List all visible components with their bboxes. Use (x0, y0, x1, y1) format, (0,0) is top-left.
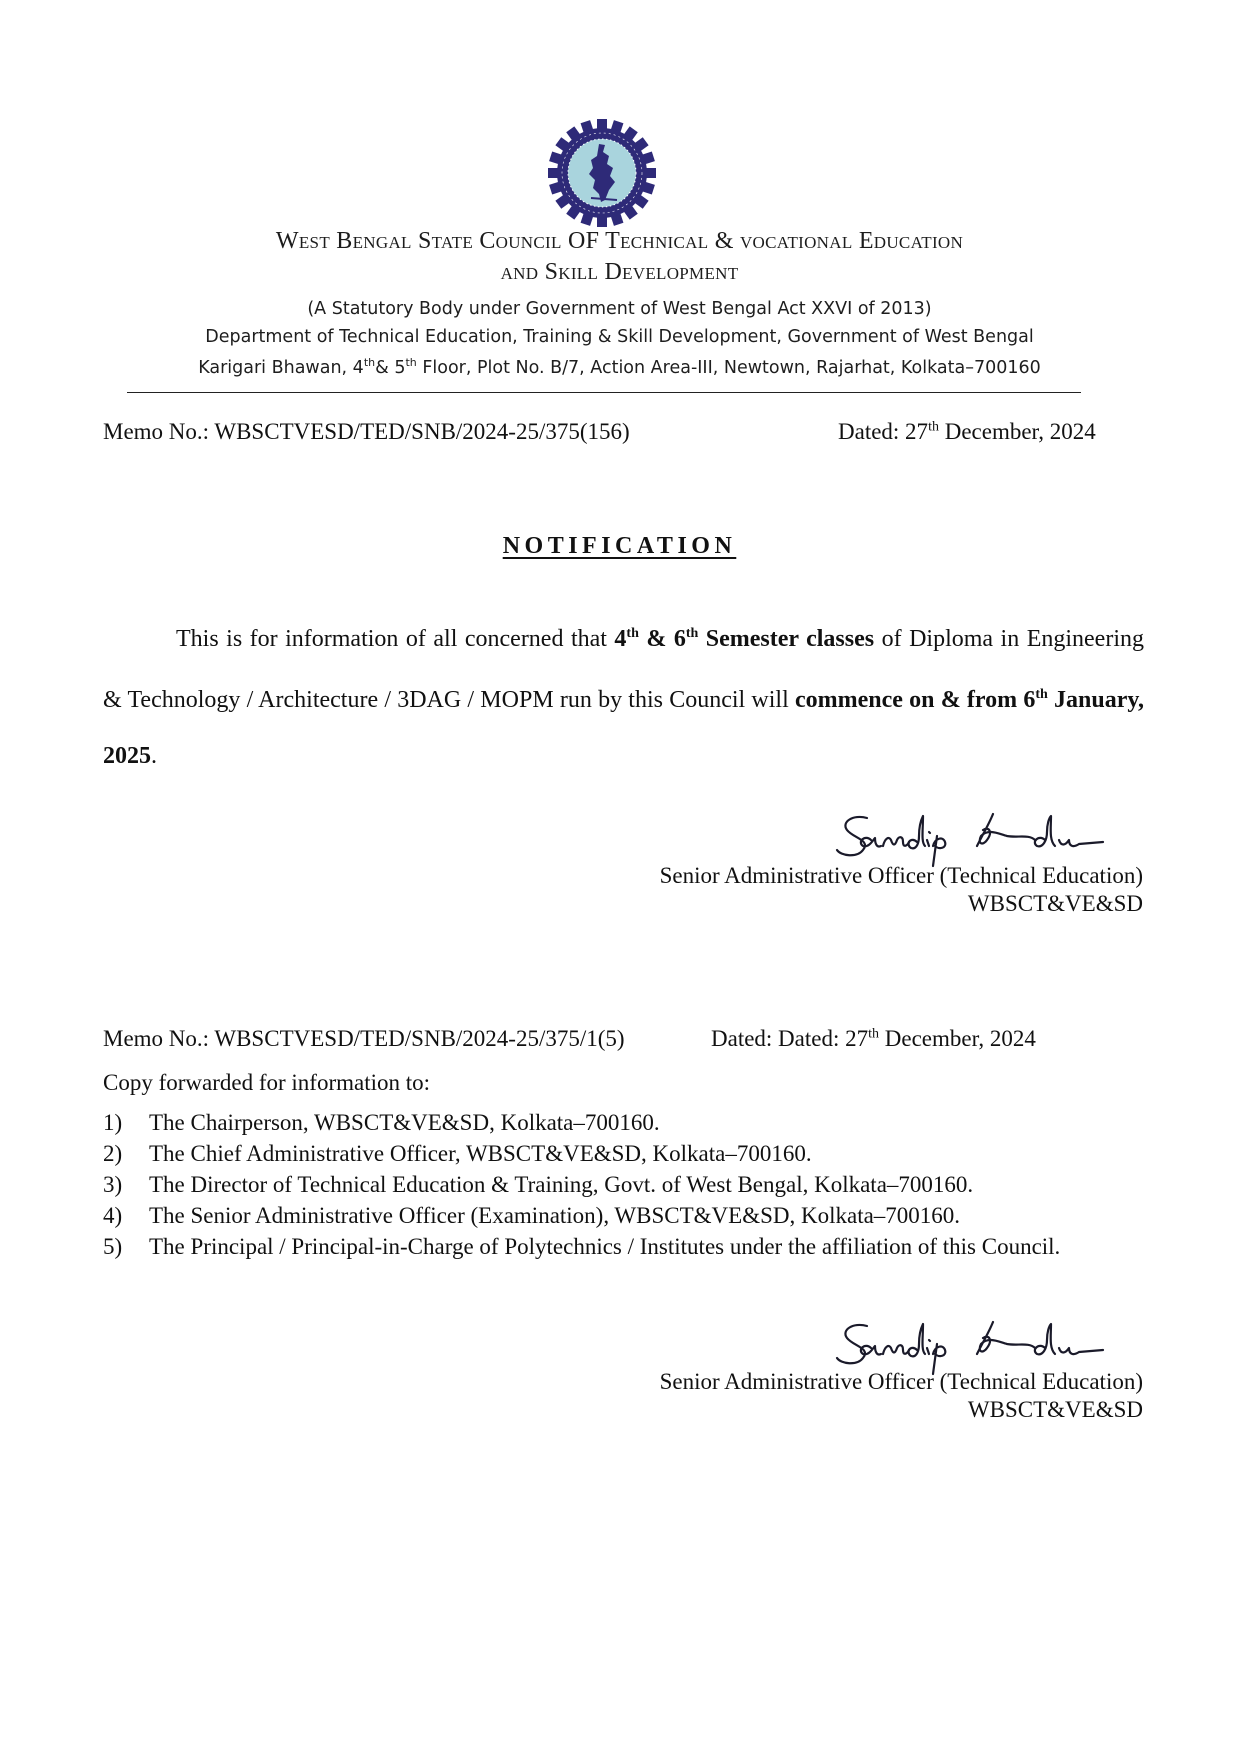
copy-forwarded-label: Copy forwarded for information to: (103, 1070, 431, 1095)
memo-number-copy: Memo No.: WBSCTVESD/TED/SNB/2024-25/375/1(5) (103, 1026, 625, 1051)
council-title-line2: and Skill Development (500, 259, 739, 285)
signatory-block-1 (660, 862, 1143, 918)
memo-number: Memo No.: WBSCTVESD/TED/SNB/2024-25/375(156) (103, 419, 630, 444)
signatory-designation: Senior Administrative Officer (Technical Education) (659, 1369, 1143, 1394)
memo-date-copy: Dated: Dated: 27th December, 2024 (711, 1026, 1036, 1051)
council-logo (547, 118, 657, 228)
signatory-block-2 (660, 1368, 1143, 1424)
list-item: 3) The Director of Technical Education & Training, Govt. of West Bengal, Kolkata–700160. (103, 1172, 974, 1197)
notification-title: NOTIFICATION (502, 533, 737, 559)
copy-forwarded-list (103, 1107, 1060, 1262)
list-item: 1) The Chairperson, WBSCT&VE&SD, Kolkata–700160. (103, 1110, 660, 1135)
notification-body: This is for information of all concerned that 4th & 6th Semester classes of Diploma in Engineering & Technology / Architecture / 3DAG / MOPM run by this Council will commence on & from 6th January, 2025. (103, 626, 1145, 769)
department-line: Department of Technical Education, Training & Skill Development, Government of West Bengal (205, 327, 1034, 347)
signatory-org: WBSCT&VE&SD (967, 1397, 1143, 1422)
council-title-line1: West Bengal State Council OF Technical & vocational Education (275, 228, 964, 254)
address-line: Karigari Bhawan, 4th& 5th Floor, Plot No. B/7, Action Area-III, Newtown, Rajarhat, Kolkata–700160 (198, 356, 1041, 378)
list-item: 2) The Chief Administrative Officer, WBSCT&VE&SD, Kolkata–700160. (103, 1141, 812, 1166)
list-item: 4) The Senior Administrative Officer (Examination), WBSCT&VE&SD, Kolkata–700160. (103, 1203, 961, 1228)
list-item: 5) The Principal / Principal-in-Charge of Polytechnics / Institutes under the affiliation of this Council. (103, 1234, 1061, 1259)
statutory-line: (A Statutory Body under Government of West Bengal Act XXVI of 2013) (307, 299, 932, 319)
memo-date: Dated: 27th December, 2024 (838, 419, 1096, 444)
header-divider (127, 392, 1081, 393)
signatory-org: WBSCT&VE&SD (967, 891, 1143, 916)
signature-copy (833, 1314, 1133, 1376)
signature (833, 806, 1133, 868)
signatory-designation: Senior Administrative Officer (Technical Education) (659, 863, 1143, 888)
